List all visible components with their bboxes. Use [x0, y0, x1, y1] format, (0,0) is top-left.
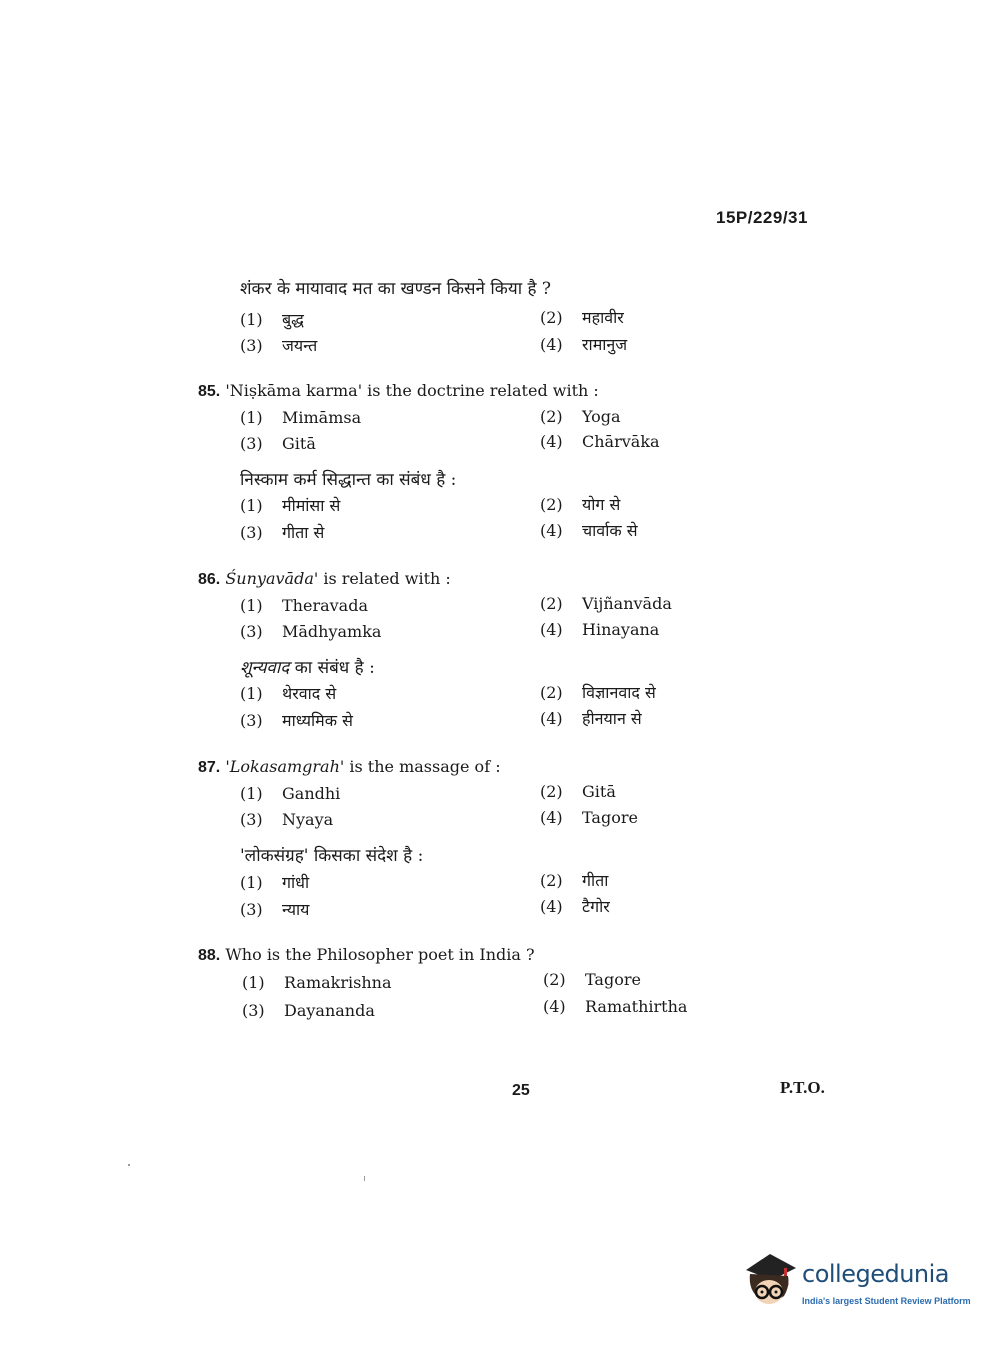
q87-hindi-option-3: (3) न्याय	[240, 900, 310, 919]
q88-option-3: (3) Dayananda	[242, 1001, 375, 1020]
q86-hindi-option-2: (2) विज्ञानवाद से	[540, 683, 656, 702]
q87-option-4: (4) Tagore	[540, 808, 638, 827]
q86-option-4: (4) Hinayana	[540, 620, 660, 639]
brand-tagline: India's largest Student Review Platform	[802, 1296, 971, 1306]
q85-option-3: (3) Gitā	[240, 434, 316, 453]
q87-option-3: (3) Nyaya	[240, 810, 334, 829]
collegedunia-logo	[740, 1248, 970, 1318]
q85-hindi-option-3: (3) गीता से	[240, 523, 325, 542]
mascot-icon	[740, 1248, 802, 1312]
q84-hindi-option-3: (3) जयन्त	[240, 336, 318, 355]
page-number: 25	[512, 1082, 530, 1099]
q86-option-1: (1) Theravada	[240, 596, 368, 615]
q88-option-1: (1) Ramakrishna	[242, 973, 392, 992]
q86-hindi-question: शून्यवाद का संबंध है :	[240, 658, 375, 678]
q86-option-3: (3) Mādhyamka	[240, 622, 382, 641]
q85-option-1: (1) Mimāmsa	[240, 408, 362, 427]
q86-hindi-option-1: (1) थेरवाद से	[240, 684, 337, 703]
pto-label: P.T.O.	[780, 1078, 825, 1097]
q86-question: 86. Śunyavāda' is related with :	[198, 569, 451, 588]
q88-question: 88. Who is the Philosopher poet in India ?	[198, 945, 535, 964]
q85-hindi-option-4: (4) चार्वाक से	[540, 521, 638, 540]
q85-hindi-option-1: (1) मीमांसा से	[240, 496, 341, 515]
q86-hindi-option-4: (4) हीनयान से	[540, 709, 642, 728]
q85-hindi-question: निस्काम कर्म सिद्धान्त का संबंध है :	[240, 470, 457, 490]
q87-hindi-question: 'लोकसंग्रह' किसका संदेश है :	[240, 846, 424, 866]
q87-question: 87. 'Lokasamgrah' is the massage of :	[198, 757, 501, 776]
brand-name: collegedunia	[802, 1260, 950, 1288]
q84-hindi-option-1: (1) बुद्ध	[240, 310, 304, 329]
q84-hindi-option-2: (2) महावीर	[540, 308, 624, 327]
q88-option-4: (4) Ramathirtha	[543, 997, 688, 1016]
q85-hindi-option-2: (2) योग से	[540, 495, 621, 514]
q87-option-1: (1) Gandhi	[240, 784, 341, 803]
q85-option-4: (4) Chārvāka	[540, 432, 660, 451]
paper-code: 15P/229/31	[716, 208, 808, 227]
q85-question: 85. 'Niṣkāma karma' is the doctrine related with :	[198, 381, 599, 400]
q84-hindi-option-4: (4) रामानुज	[540, 335, 628, 354]
q85-option-2: (2) Yoga	[540, 407, 621, 426]
q86-option-2: (2) Vijñanvāda	[540, 594, 672, 613]
q87-hindi-option-4: (4) टैगोर	[540, 897, 610, 916]
scan-speck	[364, 1176, 365, 1181]
q87-hindi-option-2: (2) गीता	[540, 871, 609, 890]
q86-hindi-option-3: (3) माध्यमिक से	[240, 711, 353, 730]
q87-option-2: (2) Gitā	[540, 782, 616, 801]
q88-option-2: (2) Tagore	[543, 970, 641, 989]
q84-hindi-question: शंकर के मायावाद मत का खण्डन किसने किया है ?	[240, 279, 552, 299]
scan-speck	[128, 1164, 130, 1166]
q87-hindi-option-1: (1) गांधी	[240, 873, 310, 892]
